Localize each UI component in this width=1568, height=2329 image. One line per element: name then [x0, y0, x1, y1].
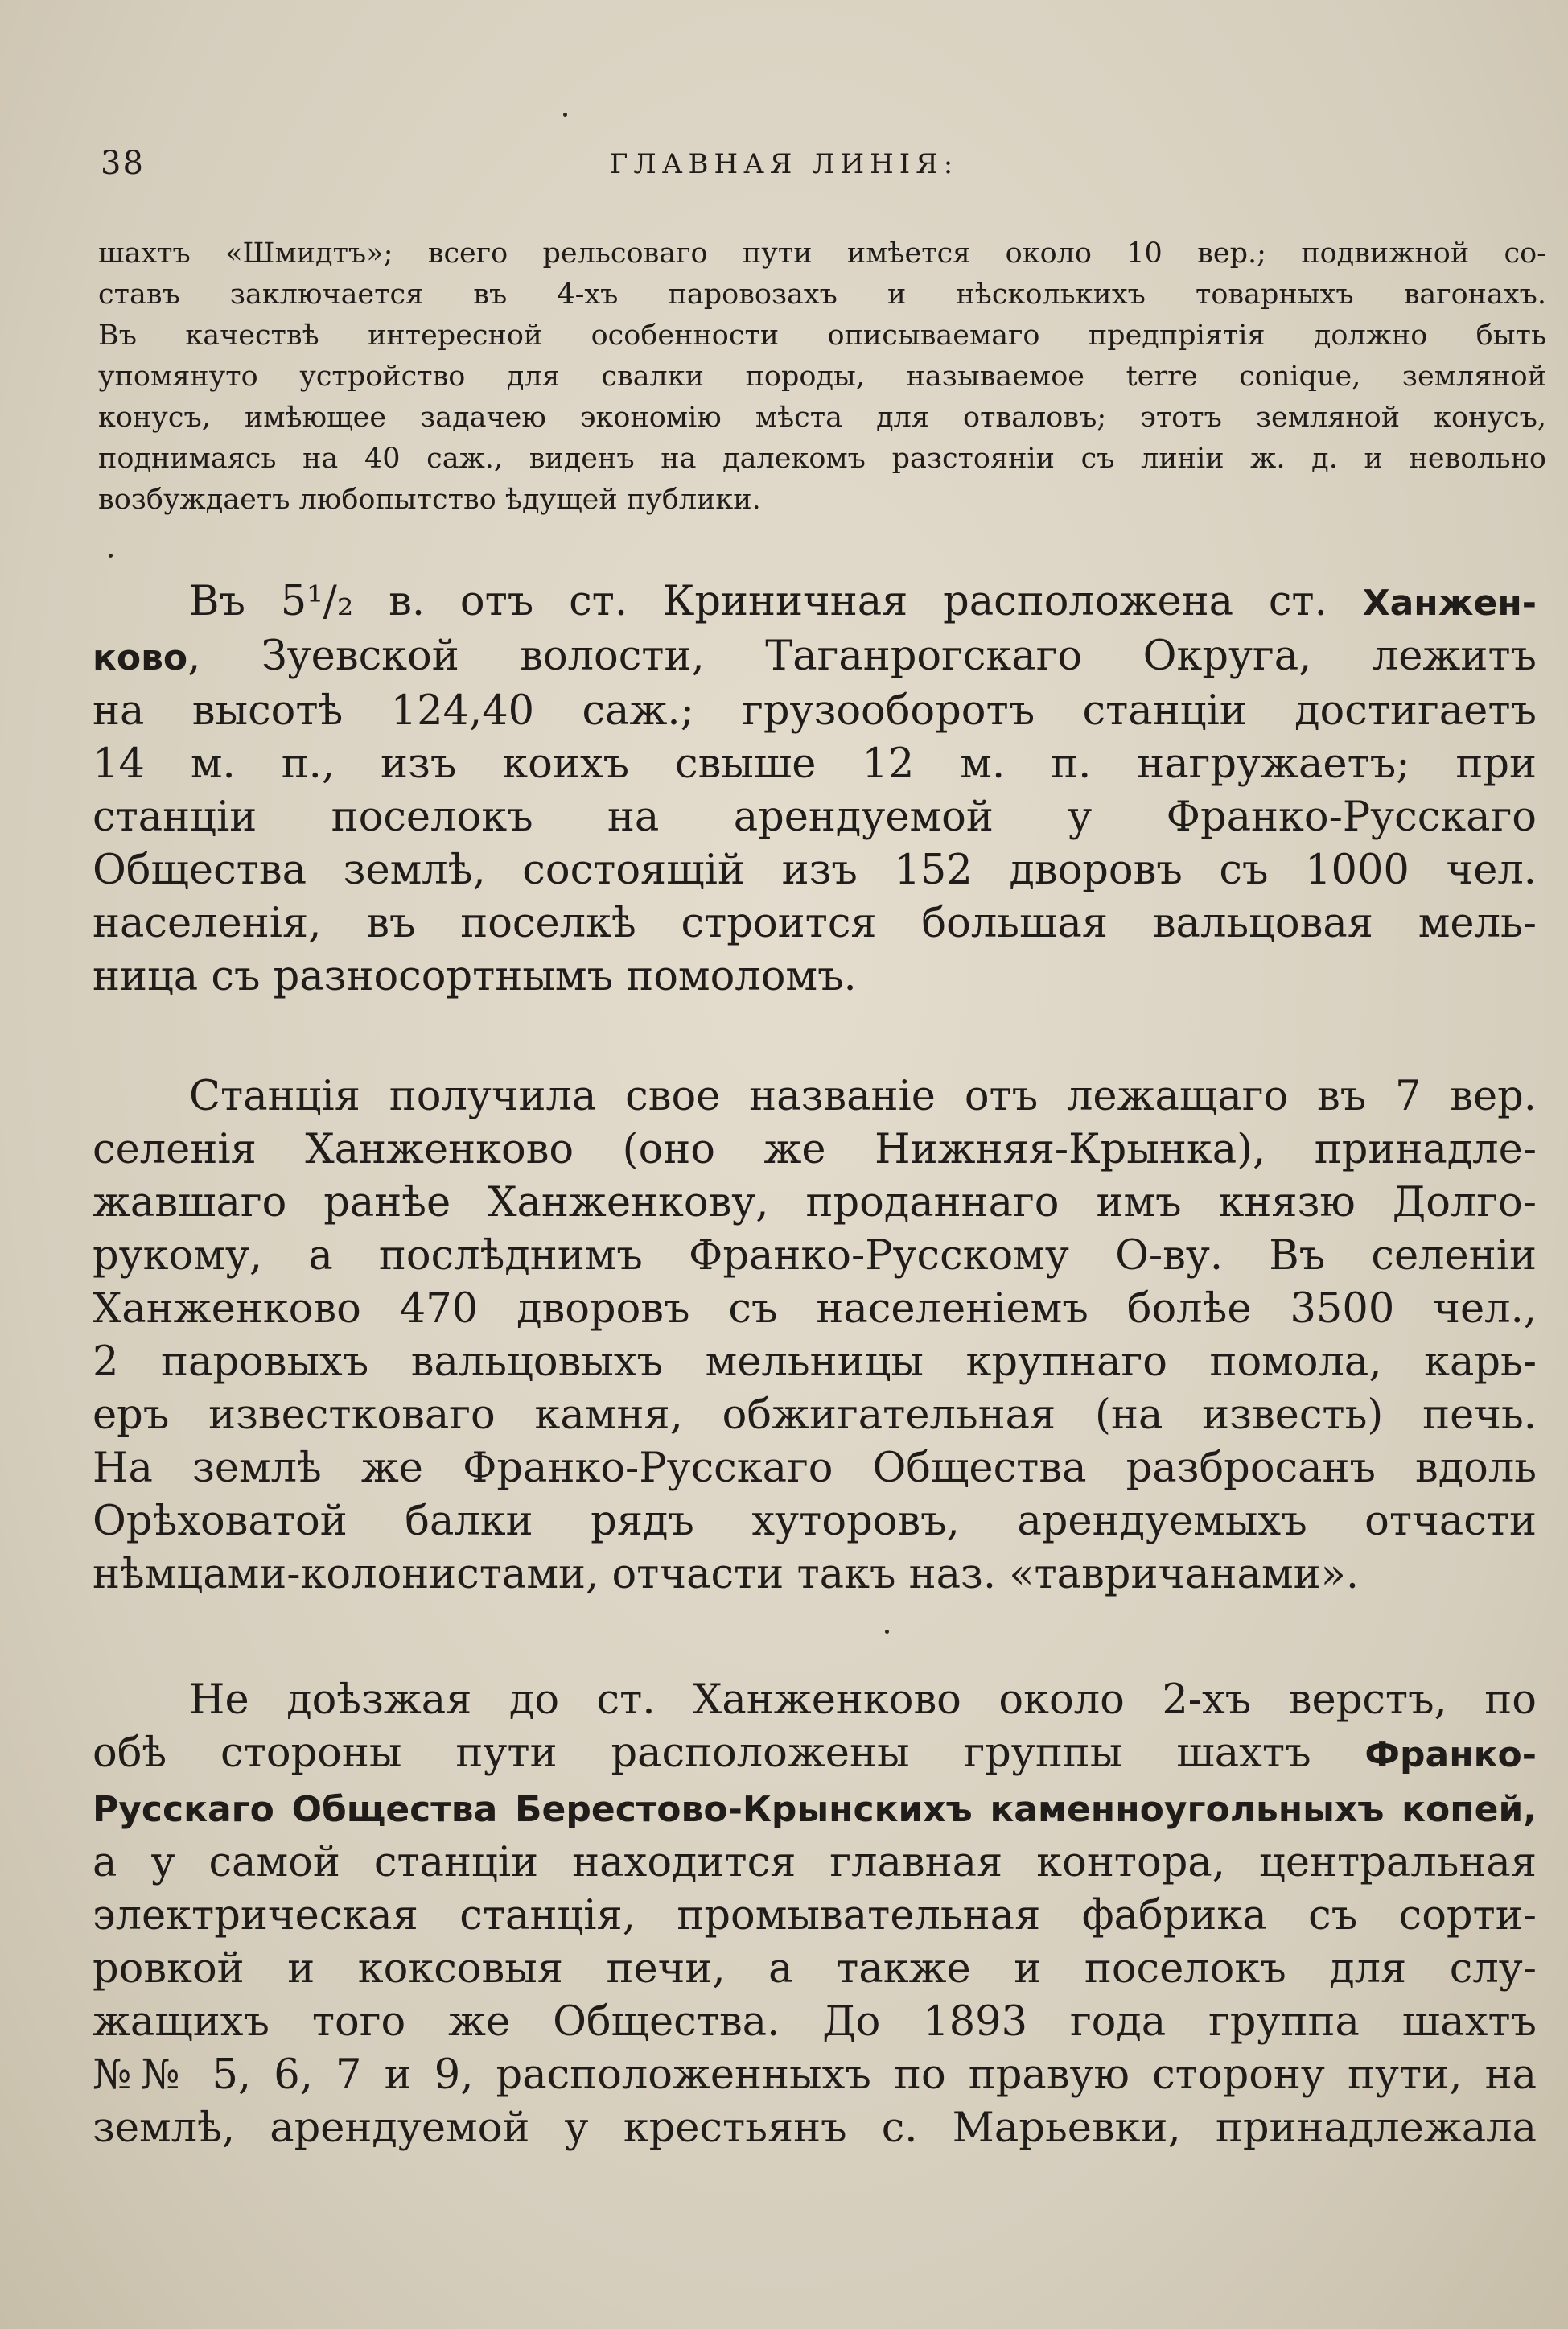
text-line: станціи поселокъ на арендуемой у Франко-Русскаго	[93, 794, 1537, 841]
text-line: на высотѣ 124,40 саж.; грузооборотъ станціи достигаетъ	[93, 687, 1537, 735]
text-line: Станція получила свое названіе отъ лежащаго въ 7 вер.	[189, 1073, 1537, 1120]
text-line: селенія Ханженково (оно же Нижняя-Крынка), принадле-	[93, 1126, 1537, 1173]
text-line: электрическая станція, промывательная фабрика съ сорти-	[93, 1892, 1537, 1939]
text-line: Ханженково 470 дворовъ съ населеніемъ болѣе 3500 чел.,	[93, 1285, 1537, 1333]
text-line: а у самой станціи находится главная контора, центральная	[93, 1839, 1537, 1886]
print-speck	[563, 113, 567, 117]
paragraph-mines-group	[93, 1674, 1537, 2155]
text-line	[93, 1727, 1537, 1782]
text-line: Въ качествѣ интересной особенности описываемаго предпріятія должно быть	[98, 319, 1546, 352]
text-run: обѣ стороны пути расположены группы шахтъ	[93, 1729, 1365, 1777]
text-line	[93, 1782, 1537, 1836]
text-line: землѣ, арендуемой у крестьянъ с. Марьевки, принадлежала	[93, 2104, 1537, 2152]
running-head: ГЛАВНАЯ ЛИНІЯ:	[609, 148, 959, 180]
text-line: ровкой и коксовыя печи, а также и поселокъ для слу-	[93, 1945, 1537, 1993]
text-line: ставъ заключается въ 4-хъ паровозахъ и нѣсколькихъ товарныхъ вагонахъ.	[98, 278, 1546, 311]
text-line: упомянуто устройство для свалки породы, называемое terre conique, земляной	[98, 361, 1546, 393]
page-number: 38	[101, 145, 145, 182]
company-name-bold: Франко-	[1364, 1734, 1537, 1775]
text-line: 14 м. п., изъ коихъ свыше 12 м. п. нагружаетъ; при	[93, 740, 1537, 788]
text-run: Въ 5¹/₂ в. отъ ст. Криничная расположена ст.	[189, 578, 1363, 625]
text-line: Орѣховатой балки рядъ хуторовъ, арендуемыхъ отчасти	[93, 1498, 1537, 1545]
text-line: нѣмцами-колонистами, отчасти такъ наз. «тавричанами».	[93, 1551, 1360, 1598]
station-name-bold: ково	[93, 637, 188, 678]
text-line: жавшаго ранѣе Ханженкову, проданнаго имъ князю Долго-	[93, 1179, 1537, 1226]
small-print-continuation	[98, 233, 1546, 521]
text-line: Не доѣзжая до ст. Ханженково около 2-хъ верстъ, по	[189, 1676, 1537, 1724]
text-line: возбуждаетъ любопытство ѣдущей публики.	[98, 484, 761, 516]
text-line: конусъ, имѣющее задачею экономію мѣста для отваловъ; этотъ земляной конусъ,	[98, 402, 1546, 434]
company-name-bold: Русскаго Общества Берестово-Крынскихъ каменноугольныхъ копей,	[93, 1789, 1537, 1830]
text-line: шахтъ «Шмидтъ»; всего рельсоваго пути имѣется около 10 вер.; подвижной со-	[98, 237, 1546, 270]
text-line: №№ 5, 6, 7 и 9, расположенныхъ по правую сторону пути, на	[93, 2051, 1537, 2099]
text-line: населенія, въ поселкѣ строится большая вальцовая мель-	[93, 900, 1537, 947]
text-line: жащихъ того же Общества. До 1893 года группа шахтъ	[93, 1998, 1537, 2046]
text-line: 2 паровыхъ вальцовыхъ мельницы крупнаго помола, карь-	[93, 1338, 1537, 1386]
text-line: ница съ разносортнымъ помоломъ.	[93, 953, 857, 1000]
text-run: , Зуевской волости, Таганрогскаго Округа, лежитъ	[187, 633, 1537, 680]
paragraph-khanzhenkovo-station	[93, 575, 1537, 1004]
page-header	[101, 145, 1467, 193]
text-line: На землѣ же Франко-Русскаго Общества разбросанъ вдоль	[93, 1445, 1537, 1492]
paragraph-station-name-origin	[93, 1070, 1537, 1601]
print-speck	[109, 554, 113, 558]
text-line	[93, 630, 1537, 685]
text-line: рукому, а послѣднимъ Франко-Русскому О-ву. Въ селеніи	[93, 1232, 1537, 1280]
print-speck	[885, 1630, 889, 1634]
text-line: еръ известковаго камня, обжигательная (на известь) печь.	[93, 1391, 1537, 1439]
text-line	[93, 575, 1537, 630]
text-line: поднимаясь на 40 саж., виденъ на далекомъ разстояніи съ линіи ж. д. и невольно	[98, 443, 1546, 475]
text-line: Общества землѣ, состоящій изъ 152 дворовъ съ 1000 чел.	[93, 847, 1537, 894]
station-name-bold: Ханжен-	[1362, 583, 1537, 624]
